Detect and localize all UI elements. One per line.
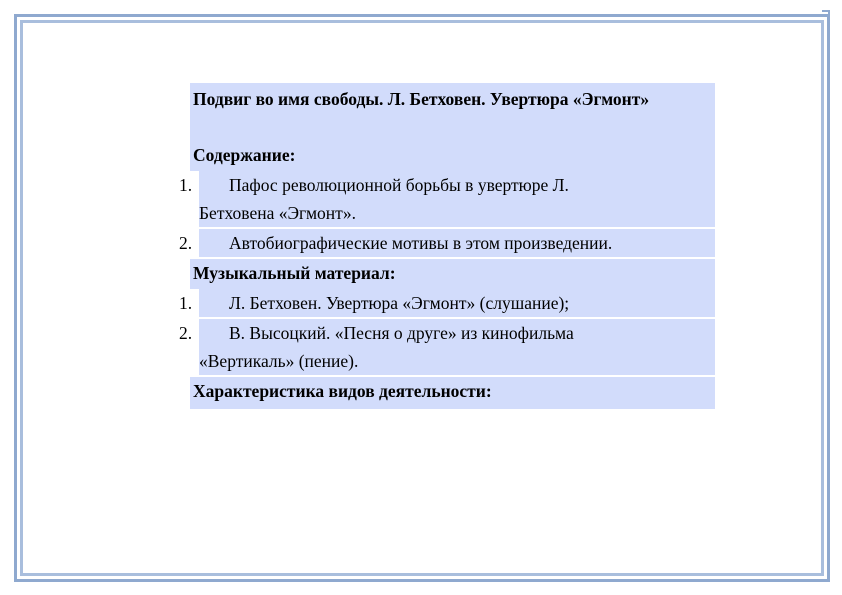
content-heading: Содержание: — [190, 141, 715, 171]
music-item-2 — [172, 319, 718, 377]
list-item-text-continued: «Вертикаль» (пение). — [199, 351, 359, 371]
list-number: 1. — [179, 289, 199, 317]
list-item-text: Л. Бетховен. Увертюра «Эгмонт» (слушание); — [229, 293, 570, 313]
music-item-1 — [172, 289, 718, 319]
list-item-text: В. Высоцкий. «Песня о друге» из кинофильма — [229, 323, 574, 343]
lesson-title: Подвиг во имя свободы. Л. Бетховен. Увертюра «Эгмонт» — [190, 83, 715, 141]
list-item-text: Пафос революционной борьбы в увертюре Л. — [229, 175, 569, 195]
list-item-text-continued: Бетховена «Эгмонт». — [199, 203, 356, 223]
list-number: 2. — [179, 229, 199, 257]
activity-heading: Характеристика видов деятельности: — [190, 377, 715, 409]
frame-corner-ornament — [822, 10, 830, 18]
list-number: 2. — [179, 319, 199, 347]
list-number: 1. — [179, 171, 199, 199]
content-item-2 — [172, 229, 718, 259]
content-item-1 — [172, 171, 718, 229]
list-item-text: Автобиографические мотивы в этом произведении. — [229, 233, 613, 253]
music-material-heading: Музыкальный материал: — [190, 259, 715, 289]
lesson-content — [172, 83, 718, 409]
